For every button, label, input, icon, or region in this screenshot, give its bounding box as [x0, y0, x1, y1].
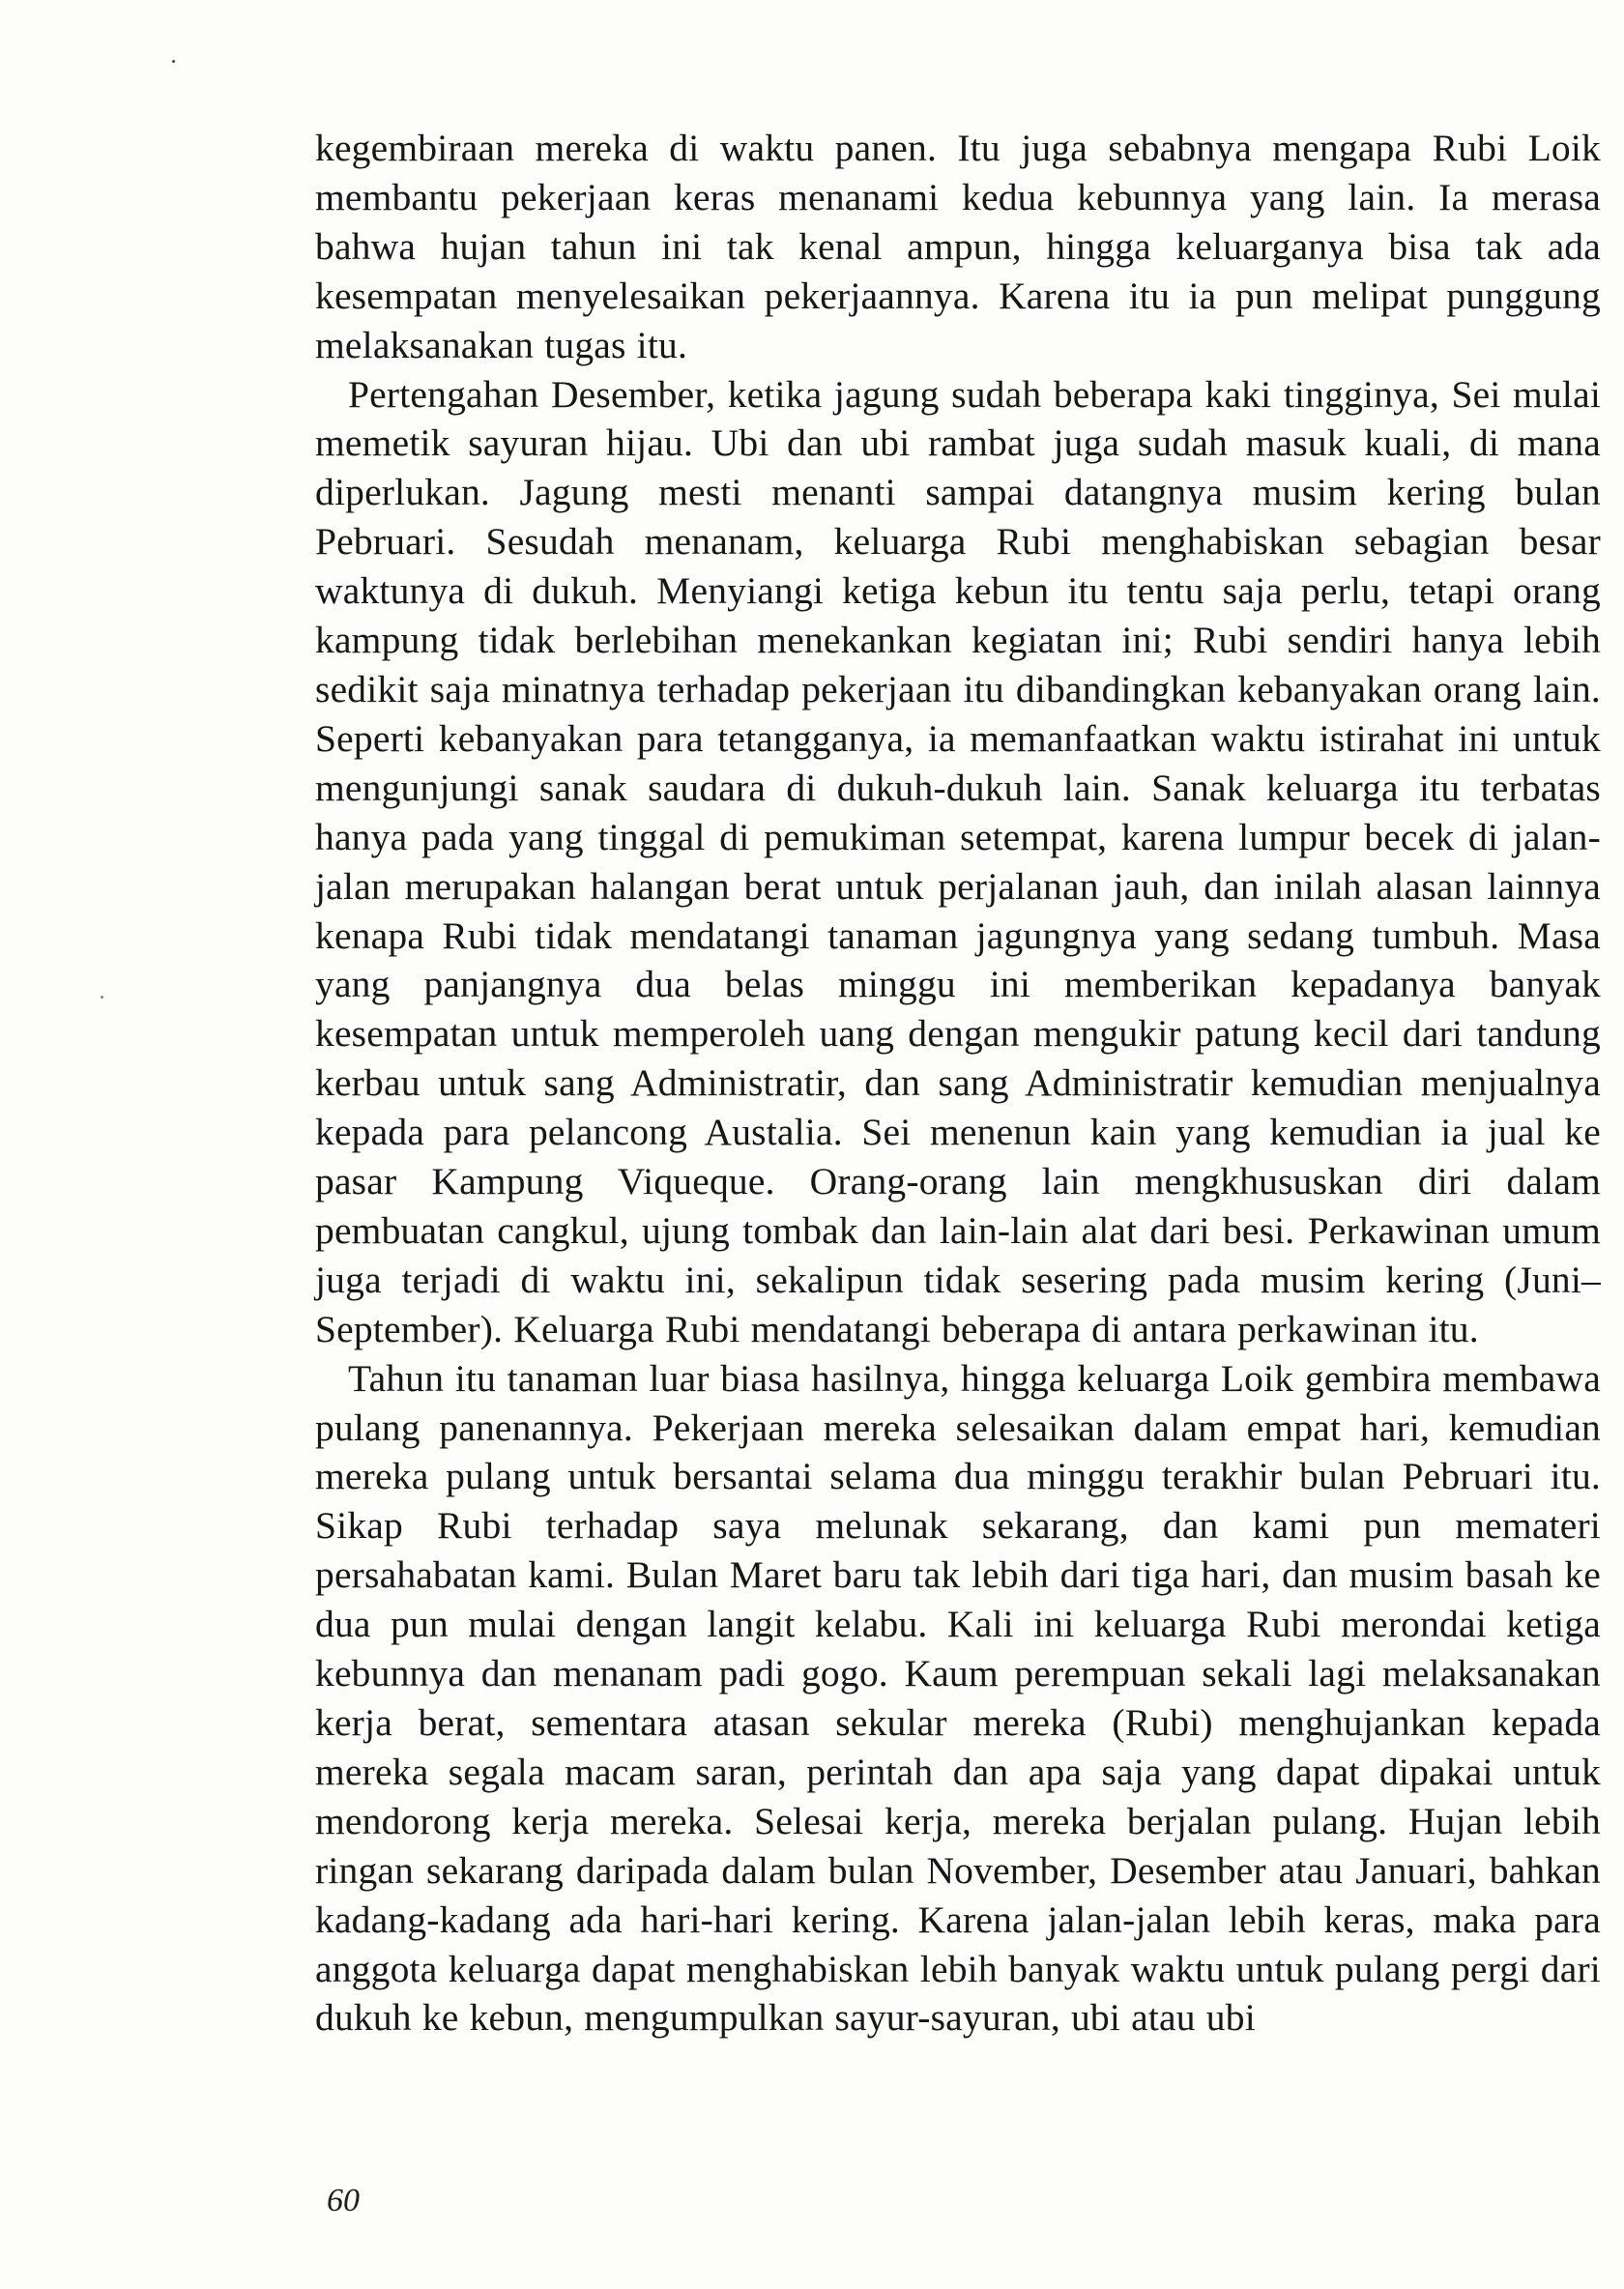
scan-speck [101, 996, 103, 999]
paragraph-continued: kegembiraan mereka di waktu panen. Itu juga sebabnya mengapa Rubi Loik membantu pekerjaan keras menanami kedua kebunnya yang lain. Ia merasa bahwa hujan tahun ini tak kenal ampun, hingga keluarganya bisa tak ada kesempatan menyelesaikan pekerjaannya. Karena itu ia pun melipat punggung melaksanakan tugas itu. [315, 127, 1601, 366]
paragraph: Tahun itu tanaman luar biasa hasilnya, hingga keluarga Loik gembira membawa pulang panenannya. Pekerjaan mereka selesaikan dalam empat hari, kemudian mereka pulang untuk bersantai selama dua minggu terakhir bulan Pebruari itu. Sikap Rubi terhadap saya melunak sekarang, dan kami pun mematerі persahabatan kami. Bulan Maret baru tak lebih dari tiga hari, dan musim basah ke dua pun mulai dengan langit kelabu. Kali ini keluarga Rubi merondai ketiga kebunnya dan menanam padi gogo. Kaum perempuan sekali lagi melaksanakan kerja berat, sementara atasan sekular mereka (Rubi) menghujankan kepada mereka segala macam saran, perintah dan apa saja yang dapat dipakai untuk mendorong kerja mereka. Selesai kerja, mereka berjalan pulang. Hujan lebih ringan sekarang daripada dalam bulan November, Desember atau Januari, bahkan kadang-kadang ada hari-hari kering. Karena jalan-jalan lebih keras, maka para anggota keluarga dapat menghabiskan lebih banyak waktu untuk pulang pergi dari dukuh ke kebun, mengumpulkan sayur-sayuran, ubi atau ubi [315, 1356, 1601, 2040]
scan-speck [172, 60, 175, 63]
paragraph: Pertengahan Desember, ketika jagung sudah beberapa kaki tingginya, Sei mulai memetik sayuran hijau. Ubi dan ubi rambat juga sudah masuk kuali, di mana diperlukan. Jagung mesti menanti sampai datangnya musim kering bulan Pebruari. Sesudah menanam, keluarga Rubi menghabiskan sebagian besar waktunya di dukuh. Menyiangi ketiga kebun itu tentu saja perlu, tetapi orang kampung tidak berlebihan menekankan kegiatan ini; Rubi sendiri hanya lebih sedikit saja minatnya terhadap pekerjaan itu dibandingkan kebanyakan orang lain. Seperti kebanyakan para tetangganya, ia memanfaatkan waktu istirahat ini untuk mengunjungi sanak saudara di dukuh-dukuh lain. Sanak keluarga itu terbatas hanya pada yang tinggal di pemukiman setempat, karena lumpur becek di jalan-jalan merupakan halangan berat untuk perjalanan jauh, dan inilah alasan lainnya kenapa Rubi tidak mendatangi tanaman jagungnya yang sedang tumbuh. Masa yang panjangnya dua belas minggu ini memberikan kepadanya banyak kesempatan untuk memperoleh uang dengan mengukir patung kecil dari tandung kerbau untuk sang Administratir, dan sang Administratir kemudian menjualnya kepada para pelancong Austalia. Sei menenun kain yang kemudian ia jual ke pasar Kampung Viqueque. Orang-orang lain mengkhususkan diri dalam pembuatan cangkul, ujung tombak dan lain-lain alat dari besi. Perkawinan umum juga terjadi di waktu ini, sekalipun tidak sesering pada musim kering (Juni–September). Keluarga Rubi mendatangi beberapa di antara perkawinan itu. [315, 372, 1601, 1350]
page-number: 60 [327, 2183, 360, 2218]
body-text [315, 124, 1601, 2043]
